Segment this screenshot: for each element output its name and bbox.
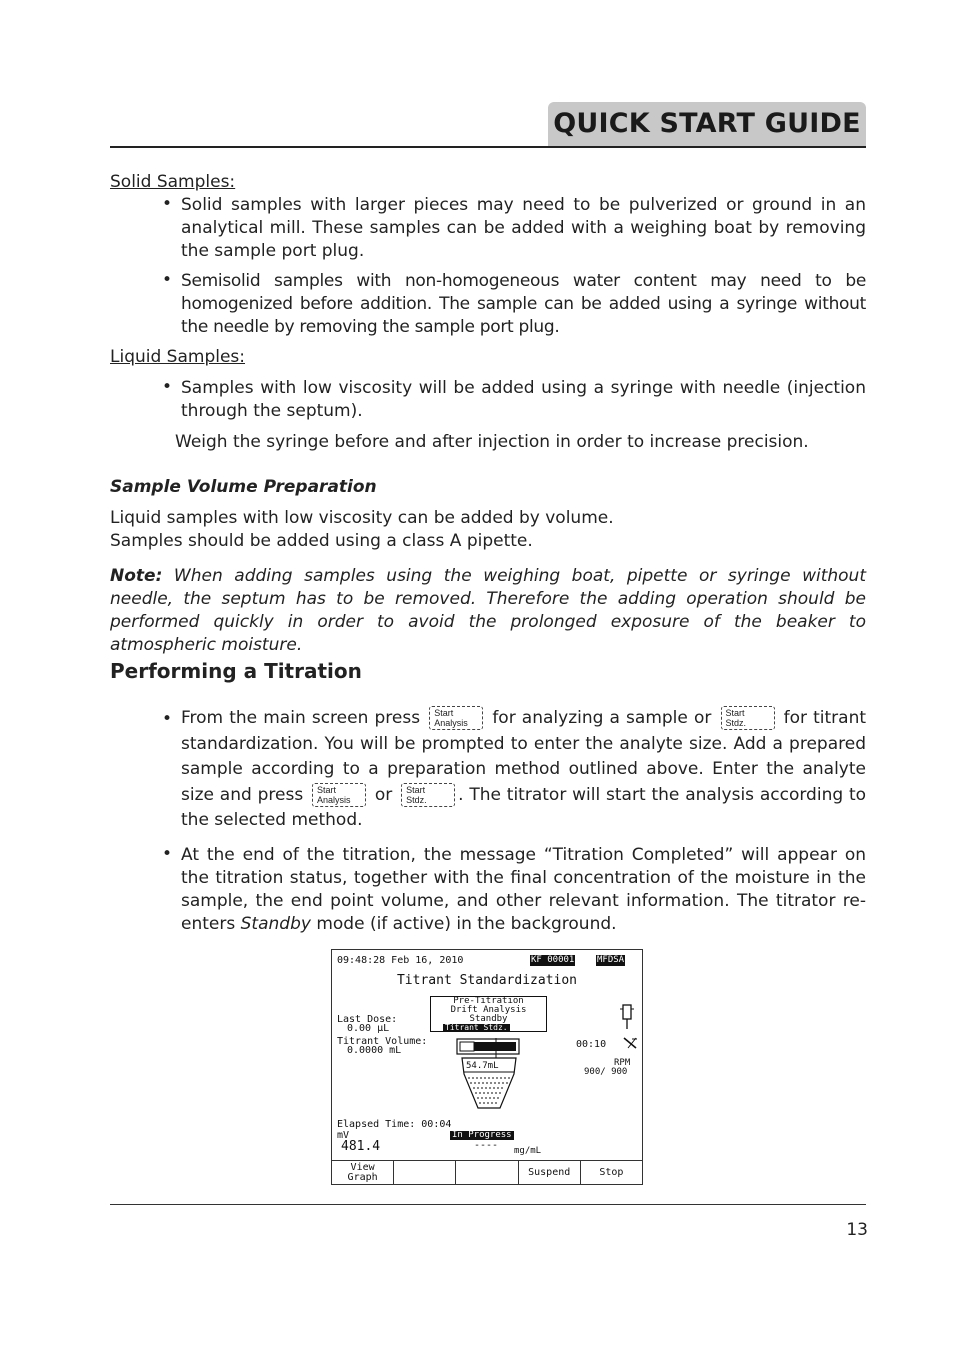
softkey-suspend[interactable]: Suspend [519,1161,581,1184]
status-line: Drift Analysis [450,1005,527,1015]
titration-b2-text: mode (if active) in the background. [316,914,617,934]
note-text: When adding samples using the weighing boat, pipette or syringe without needle, the septum has to be removed. Therefore the adding operation should be performed quickly in order to avoid the prolonged exposure of the beaker to atmospheric moisture. [110,566,866,655]
titration-bullet-2 [181,844,866,936]
titrant-volume-label: Titrant Volume: [337,1036,428,1047]
liquid-samples-heading: Liquid Samples: [110,347,246,367]
page-header-title: QUICK START GUIDE [548,102,866,146]
conc-value: ---- [474,1140,499,1151]
titration-b2-text: At the end of the titration, the message “Titration Completed” will appear on the titration status, together with the final concentration of the moisture in the sample, the end point volume, and other relevant information. The titrator re-enters [181,845,866,934]
standby-mode-label: Standby [240,914,311,934]
screen-status-box [430,996,547,1032]
burette-beaker-graphic [456,1038,522,1110]
timer-value: 00:10 [576,1039,607,1050]
screen-datetime: 09:48:28 Feb 16, 2010 [337,955,464,966]
screen-method-badge: KF 00001 [531,955,575,965]
titrator-screen [331,949,643,1185]
electrode-icon [618,1003,636,1031]
titration-b1-text: From the main screen press [181,708,421,728]
status-active: Titrant Stdz. [445,1023,508,1032]
screen-title: Titrant Standardization [396,973,577,988]
start-stdz-key: Start Stdz. [721,706,775,730]
softkey-view-graph[interactable]: View Graph [332,1161,394,1184]
solid-samples-heading: Solid Samples: [110,172,236,192]
start-stdz-key: Start Stdz. [401,783,455,807]
titration-b1-text: . The titrator will start the analysis according to the selected method. [181,784,867,830]
titration-heading: Performing a Titration [110,659,362,683]
rpm-value: 900/ 900 [584,1067,628,1077]
bullet-marker: • [162,709,173,729]
titration-b1-text: for titrant standardization. You will be prompted to enter the analyte size. Add a prepared sample according to a preparation method outlined above. Enter the analyte size and press [181,708,867,805]
liquid-bullet-1: Samples with low viscosity will be added using a syringe with needle (injection through the septum). [181,378,866,421]
last-dose-value: 0.00 µL [347,1023,390,1034]
bullet-marker: • [162,377,173,397]
start-analysis-key: Start Analysis [429,706,483,730]
footer-divider [110,1204,866,1205]
volume-line-1: Liquid samples with low viscosity can be added by volume. [110,508,614,528]
mv-label: mV [337,1130,350,1141]
titration-b1-text: or [374,784,393,805]
solid-bullet-2: Semisolid samples with non-homogeneous water content may need to be homogenized before addition. The sample can be added using a syringe without the needle by removing the sample port plug. [181,271,866,337]
softkey-bar [332,1160,642,1184]
softkey-blank-1[interactable] [394,1161,456,1184]
bullet-marker: • [162,844,173,864]
liquid-weigh-note: Weigh the syringe before and after injection in order to increase precision. [175,432,809,452]
titrant-volume-value: 0.0000 mL [347,1045,402,1056]
progress-badge: In Progress [452,1130,512,1140]
page-number: 13 [846,1220,868,1240]
bullet-marker: • [162,194,173,214]
status-line: Standby [469,1014,508,1024]
solid-bullet-1: Solid samples with larger pieces may need to be pulverized or ground in an analytical mill. These samples can be added with a weighing boat by removing the sample port plug. [181,195,866,261]
softkey-stop[interactable]: Stop [599,1166,624,1178]
header-divider [110,146,866,148]
stirrer-icon [622,1036,638,1050]
status-line: Pre-Titration [453,996,524,1006]
note-paragraph [110,565,866,657]
elapsed-time: Elapsed Time: 00:04 [337,1119,452,1130]
note-label: Note: [110,566,163,586]
softkey-blank-2[interactable] [456,1161,518,1184]
titration-b1-text: for analyzing a sample or [492,708,712,728]
volume-heading: Sample Volume Preparation [110,477,377,497]
rpm-label: RPM [614,1058,631,1068]
bullet-marker: • [162,270,173,290]
volume-line-2: Samples should be added using a class A pipette. [110,531,533,551]
screen-mode-badge: MFDSA [597,955,625,965]
conc-unit: mg/mL [514,1146,542,1156]
last-dose-label: Last Dose: [337,1014,398,1025]
burette-volume: 54.7mL [466,1061,499,1071]
titration-bullet-1 [181,706,866,834]
mv-value: 481.4 [341,1139,381,1154]
start-analysis-key: Start Analysis [312,783,366,807]
